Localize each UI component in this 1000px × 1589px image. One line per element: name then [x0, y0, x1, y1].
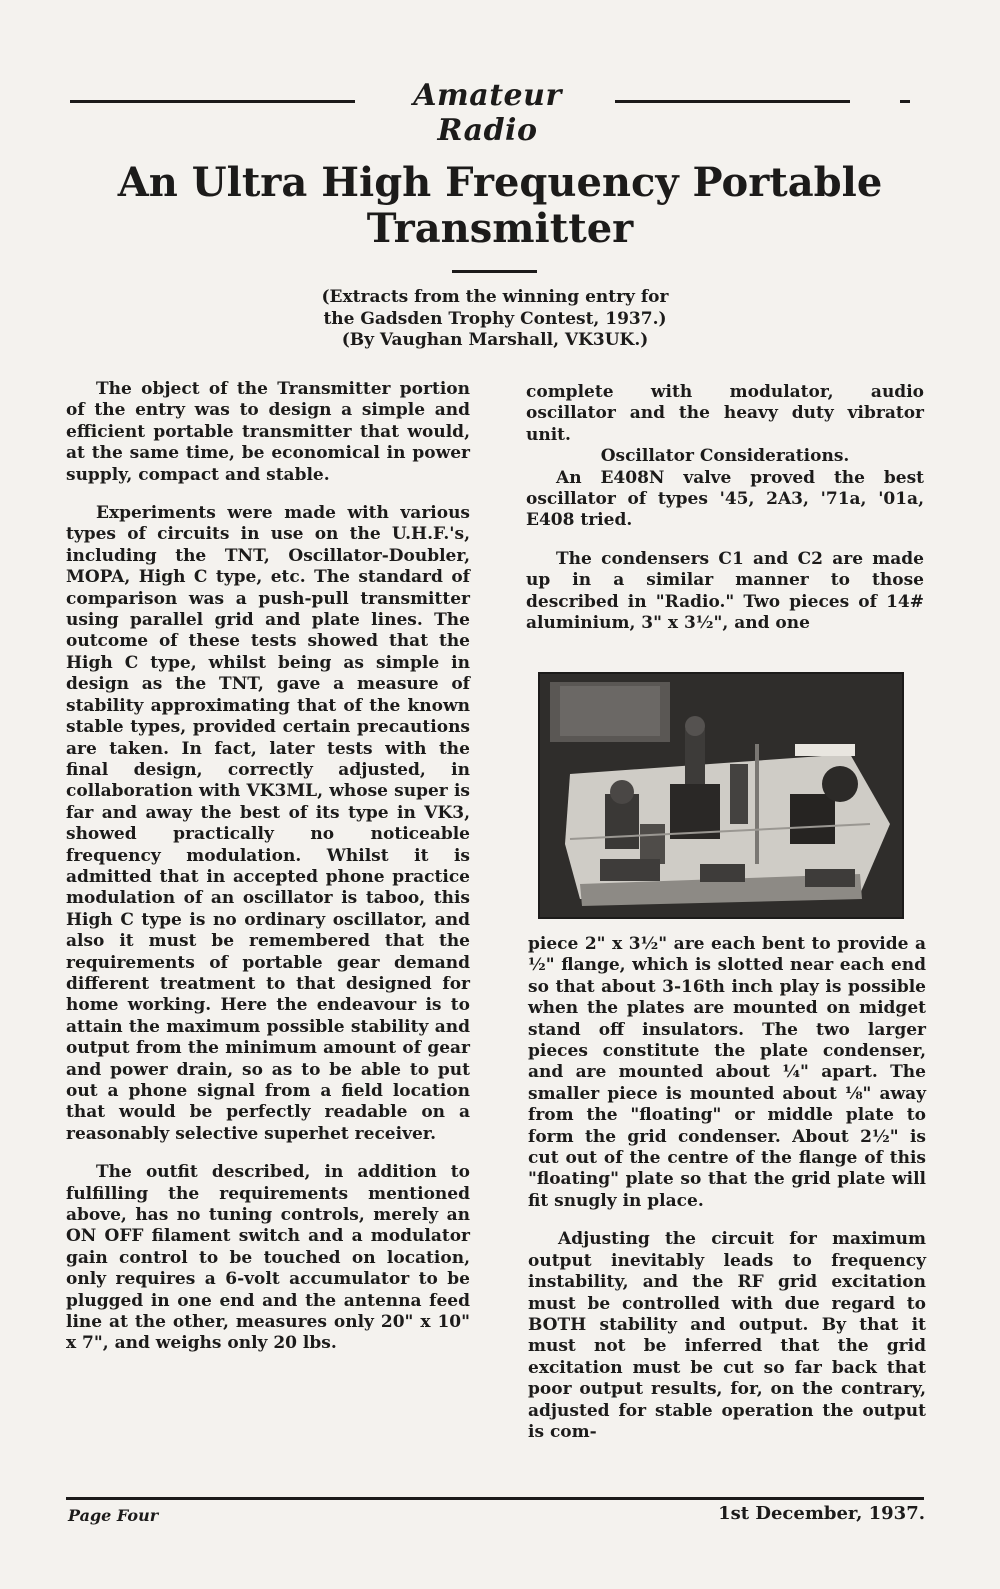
- paragraph: piece 2" x 3½" are each bent to provide a ½" flange, which is slotted near each end so that about 3-16th inch play is possible when the plates are mounted on midget stand off insulators. The two larger pieces constitute the plate condenser, and are mounted about ¼" apart. The smaller piece is mounted about ⅛" away from the "floating" or middle plate to form the grid condenser. About 2½" is cut out of the centre of the flange of this "floating" plate so that the grid plate will fit snugly in place.: [528, 934, 926, 1211]
- paragraph: The object of the Transmitter portion of the entry was to design a simple and efficient portable transmitter that would, at the same time, be economical in power supply, compact and stable.: [66, 379, 470, 485]
- subtitle-line: (Extracts from the winning entry for: [321, 287, 669, 307]
- section-heading: Oscillator Considerations.: [600, 446, 850, 467]
- masthead: [70, 78, 910, 148]
- subtitle-line: (By Vaughan Marshall, VK3UK.): [341, 330, 649, 350]
- article-subtitle: [250, 287, 740, 352]
- paragraph: The condensers C1 and C2 are made up in a similar manner to those described in "Radio." Two pieces of 14# aluminium, 3" x 3½", and one: [526, 548, 924, 634]
- transmitter-photo-illustration: [540, 674, 902, 917]
- masthead-rule-right: [615, 100, 850, 103]
- paragraph: The outfit described, in addition to fulfilling the requirements mentioned above, has no tuning controls, merely an ON OFF filament switch and a modulator gain control to be touched on location, only requires a 6-volt accumulator to be plugged in one end and the antenna feed line at the other, measures only 20" x 10" x 7", and weighs only 20 lbs.: [66, 1162, 470, 1354]
- paragraph: Adjusting the circuit for maximum output inevitably leads to frequency instability, and the RF grid excitation must be controlled with due regard to BOTH stability and output. By that it must not be inferred that the grid excitation must be cut so far back that poor output results, for, on the contrary, adjusted for stable operation the output is com-: [528, 1229, 926, 1442]
- footer-rule: [66, 1497, 924, 1500]
- paragraph: An E408N valve proved the best oscillator of types '45, 2A3, '71a, '01a, E408 tried.: [526, 467, 924, 531]
- transmitter-photo: [538, 672, 904, 919]
- masthead-rule-dash: [900, 100, 910, 103]
- title-divider: [452, 270, 537, 273]
- paragraph: Experiments were made with various types of circuits in use on the U.H.F.'s, including the TNT, Oscillator-Doubler, MOPA, High C type, etc. The standard of comparison was a push-pull transmitter using parallel grid and plate lines. The outcome of these tests showed that the High C type, whilst being as simple in design as the TNT, gave a measure of stability approximating that of the known stable types, provided certain precautions are taken. In fact, later tests with the final design, correctly adjusted, in collaboration with VK3ML, whose super is far and away the best of its type in VK3, showed practically no noticeable frequency modulation. Whilst it is admitted that in accepted phone practice modulation of an oscillator is taboo, this High C type is no ordinary oscillator, and also it must be remembered that the requirements of portable gear demand different treatment to that designed for home working. Here the endeavour is to attain the maximum possible stability and output from the minimum amount of gear and power drain, so as to be able to put out a phone signal from a field location that would be perfectly readable on a reasonably selective superhet receiver.: [66, 503, 470, 1144]
- masthead-logo: Amateur Radio: [413, 78, 562, 148]
- masthead-rule-left: [70, 100, 355, 103]
- right-column-top: [526, 382, 924, 634]
- issue-date: 1st December, 1937.: [718, 1503, 925, 1524]
- page-number: Page Four: [68, 1506, 159, 1525]
- article-title: An Ultra High Frequency Portable Transmitter: [117, 159, 883, 252]
- subtitle-line: the Gadsden Trophy Contest, 1937.): [323, 308, 667, 329]
- right-column-bottom: [528, 934, 926, 1443]
- paragraph: complete with modulator, audio oscillator and the heavy duty vibrator unit.: [526, 382, 924, 445]
- left-column: [66, 379, 470, 1355]
